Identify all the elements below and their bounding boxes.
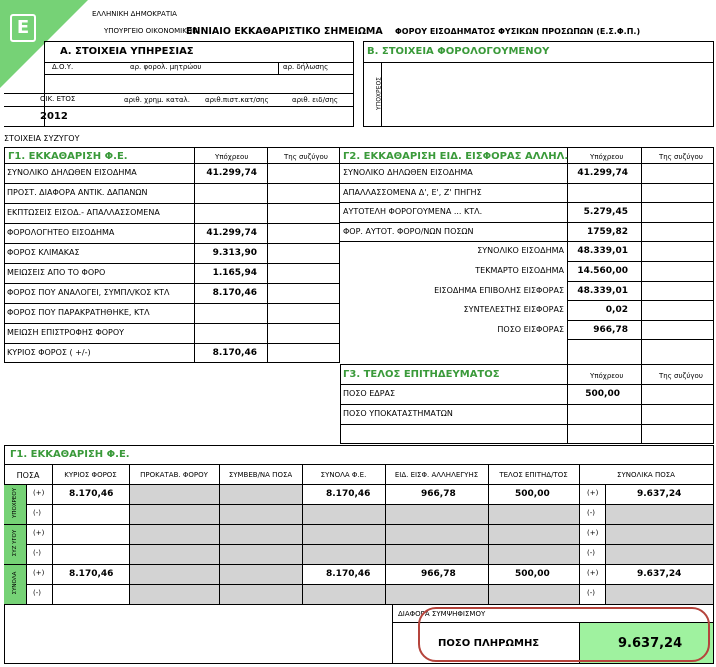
g3-row-divider xyxy=(340,384,714,385)
g2-row-divider xyxy=(340,241,714,242)
g3-row-value: 500,00 xyxy=(585,389,620,399)
g1-row-value: 8.170,46 xyxy=(212,288,257,298)
g1-col-obligor: Υπόχρεου xyxy=(215,153,249,161)
g1-row-label: ΜΕΙΩΣΕΙΣ ΑΠΟ ΤΟ ΦΟΡΟ xyxy=(7,268,106,277)
g1-row-divider xyxy=(4,343,340,344)
disabled-cell xyxy=(605,584,713,604)
g2-row-value: 41.299,74 xyxy=(577,168,628,178)
g2-row-divider xyxy=(340,222,714,223)
g1-row-value: 41.299,74 xyxy=(206,168,257,178)
summary-group-label: ΣΥΖ ΥΓΟΥ xyxy=(12,529,18,557)
g3-row-label: ΠΟΣΟ ΥΠΟΚΑΤΑΣΤΗΜΑΤΩΝ xyxy=(343,409,453,418)
form-title: ΕΝΝΙΑΙΟ ΕΚΚΑΘΑΡΙΣΤΙΚΟ ΣΗΜΕΙΩΜΑ xyxy=(186,26,383,37)
g1-row-value: 8.170,46 xyxy=(212,348,257,358)
sign-marker: (-) xyxy=(33,549,41,557)
payment-amount: 9.637,24 xyxy=(618,636,683,651)
g3-title: Γ3. ΤΕΛΟΣ ΕΠΙΤΗΔΕΥΜΑΤΟΣ xyxy=(343,369,500,380)
g2-col-obligor: Υπόχρεου xyxy=(590,153,624,161)
settlement-difference-label: ΔΙΑΦΟΡΑ ΣΥΜΨΗΦΙΣΜΟΥ xyxy=(398,610,486,618)
g1-row-label: ΦΟΡΟΣ ΚΛΙΜΑΚΑΣ xyxy=(7,248,80,257)
disabled-cell xyxy=(129,564,302,584)
g1-row-label: ΚΥΡΙΟΣ ΦΟΡΟΣ ( +/-) xyxy=(7,348,91,357)
section-a-title: Α. ΣΤΟΙΧΕΙΑ ΥΠΗΡΕΣΙΑΣ xyxy=(60,46,194,57)
g2-row-divider xyxy=(567,261,714,262)
g1-row-label: ΦΟΡΟΛΟΓΗΤΕΟ ΕΙΣΟΔΗΜΑ xyxy=(7,228,115,237)
summary-group-label: ΣΥΝΟΛΑ xyxy=(12,571,18,595)
disabled-cell xyxy=(129,584,579,604)
summary-row-divider xyxy=(4,524,713,525)
republic-label: ΕΛΛΗΝΙΚΗ ΔΗΜΟΚΡΑΤΙΑ xyxy=(92,10,177,18)
payment-list-label: αριθ. χρημ. καταλ. xyxy=(124,96,190,104)
g3-row-divider xyxy=(340,404,714,405)
g1-row-label: ΦΟΡΟΣ ΠΟΥ ΑΝΑΛΟΓΕΙ, ΣΥΜΠΛ/ΚΟΣ ΚΤΛ xyxy=(7,288,170,297)
g1-row-label: ΜΕΙΩΣΗ ΕΠΙΣΤΡΟΦΗΣ ΦΟΡΟΥ xyxy=(7,328,125,337)
summary-header: ΠΡΟΚΑΤΑΒ. ΦΟΡΟΥ xyxy=(140,471,208,479)
g1-row-divider xyxy=(4,183,340,184)
g2-row-value: 966,78 xyxy=(593,325,628,335)
summary-col-divider xyxy=(385,464,386,604)
summary-row-divider xyxy=(26,504,713,505)
g1-row-value: 1.165,94 xyxy=(212,268,257,278)
g1-row-label: ΣΥΝΟΛΙΚΟ ΔΗΛΩΘΕΝ ΕΙΣΟΔΗΜΑ xyxy=(7,168,137,177)
g2-row-label: ΑΥΤΟΤΕΛΗ ΦΟΡΟΓΟΥΜΕΝΑ ... ΚΤΛ. xyxy=(343,207,483,216)
business-fee-value: 500,00 xyxy=(515,489,550,499)
form-subtitle: ΦΟΡΟΥ ΕΙΣΟΔΗΜΑΤΟΣ ΦΥΣΙΚΩΝ ΠΡΟΣΩΠΩΝ (Ε.Σ.Φ.Π.) xyxy=(395,27,641,36)
g1-row-label: ΕΚΠΤΩΣΕΙΣ ΕΙΣΟΔ.- ΑΠΑΛΛΑΣΣΟΜΕΝΑ xyxy=(7,208,160,217)
disabled-cell xyxy=(605,544,713,564)
g1-row-divider xyxy=(4,283,340,284)
payment-label: ΠΟΣΟ ΠΛΗΡΩΜΗΣ xyxy=(438,638,540,649)
g2-row-divider xyxy=(567,339,714,340)
g2-row-value: 14.560,00 xyxy=(577,266,628,276)
disabled-cell xyxy=(129,544,579,564)
g2-col-spouse: Της συζύγου xyxy=(659,153,703,161)
g2-row-divider xyxy=(567,320,714,321)
g2-row-label: ΑΠΑΛΛΑΣΣΟΜΕΝΑ Δ', Ε', Ζ' ΠΗΓΗΣ xyxy=(343,188,482,197)
g2-row-divider xyxy=(340,183,714,184)
g1-row-label: ΠΡΟΣΤ. ΔΙΑΦΟΡΑ ΑΝΤΙΚ. ΔΑΠΑΝΩΝ xyxy=(7,188,148,197)
g2-row-label: ΕΙΣΟΔΗΜΑ ΕΠΙΒΟΛΗΣ ΕΙΣΦΟΡΑΣ xyxy=(434,286,564,295)
doy-label: Δ.Ο.Υ. xyxy=(52,63,74,71)
summary-header: ΣΥΝΟΛΙΚΑ ΠΟΣΑ xyxy=(617,471,675,479)
summary-col-divider xyxy=(129,464,130,604)
g1-row-divider xyxy=(4,323,340,324)
sign-marker: (-) xyxy=(33,589,41,597)
g3-row-label: ΠΟΣΟ ΕΔΡΑΣ xyxy=(343,389,396,398)
g2-row-value: 0,02 xyxy=(605,305,628,315)
sign-marker: (+) xyxy=(33,529,45,537)
g2-row-label: ΠΟΣΟ ΕΙΣΦΟΡΑΣ xyxy=(497,325,564,334)
g2-row-label: ΣΥΝΤΕΛΕΣΤΗΣ ΕΙΣΦΟΡΑΣ xyxy=(463,305,564,314)
g2-row-value: 5.279,45 xyxy=(583,207,628,217)
sign-marker: (-) xyxy=(33,509,41,517)
summary-header: ΣΥΝΟΛΑ Φ.Ε. xyxy=(320,471,367,479)
sign-marker: (+) xyxy=(587,489,599,497)
g1-row-label: ΦΟΡΟΣ ΠΟΥ ΠΑΡΑΚΡΑΤΗΘΗΚΕ, ΚΤΛ xyxy=(7,308,150,317)
section-b-title: Β. ΣΤΟΙΧΕΙΑ ΦΟΡΟΛΟΓΟΥΜΕΝΟΥ xyxy=(367,46,550,57)
g3-col-spouse: Της συζύγου xyxy=(659,372,703,380)
grand-total-value: 9.637,24 xyxy=(637,569,682,579)
g2-row-label: ΤΕΚΜΑΡΤΟ ΕΙΣΟΔΗΜΑ xyxy=(475,266,564,275)
g1-row-divider xyxy=(4,203,340,204)
summary-row-divider xyxy=(26,544,713,545)
total-tax-value: 8.170,46 xyxy=(326,569,371,579)
g2-row-divider xyxy=(340,202,714,203)
g2-row-divider xyxy=(340,163,714,164)
g3-col-obligor: Υπόχρεου xyxy=(590,372,624,380)
sign-marker: (+) xyxy=(33,489,45,497)
summary-header: ΣΥΜΒΕΒ/ΝΑ ΠΟΣΑ xyxy=(228,471,293,479)
g2-row-label: ΣΥΝΟΛΙΚΟ ΕΙΣΟΔΗΜΑ xyxy=(477,246,564,255)
g3-row-divider xyxy=(340,424,714,425)
sign-marker: (+) xyxy=(33,569,45,577)
summary-row-divider xyxy=(26,584,713,585)
sign-marker: (-) xyxy=(587,509,595,517)
disabled-cell xyxy=(605,504,713,524)
disabled-cell xyxy=(605,524,713,544)
g1-row-value: 9.313,90 xyxy=(212,248,257,258)
grand-total-value: 9.637,24 xyxy=(637,489,682,499)
solidarity-value: 966,78 xyxy=(421,569,456,579)
summary-col-divider xyxy=(579,464,580,604)
summary-col-divider xyxy=(52,464,53,604)
summary-row-divider xyxy=(4,564,713,565)
g1-row-divider xyxy=(4,303,340,304)
summary-row-divider xyxy=(4,484,713,485)
summary-col-divider xyxy=(219,464,220,604)
credit-note-label: αριθ.πιστ.κατ/σης xyxy=(205,96,269,104)
total-tax-value: 8.170,46 xyxy=(326,489,371,499)
fiscal-year-value: 2012 xyxy=(40,111,68,122)
tax-registry-label: αρ. φορολ. μητρώου xyxy=(130,63,202,71)
main-tax-value: 8.170,46 xyxy=(69,489,114,499)
payment-highlight-oval xyxy=(418,607,710,662)
summary-col-divider xyxy=(488,464,489,604)
g1-col-spouse: Της συζύγου xyxy=(284,153,328,161)
disabled-cell xyxy=(129,484,302,504)
disabled-cell xyxy=(129,504,579,524)
ministry-label: ΥΠΟΥΡΓΕΙΟ ΟΙΚΟΝΟΜΙΚΩΝ xyxy=(104,27,198,35)
declaration-no-label: αρ. δήλωσης xyxy=(283,63,329,71)
g2-row-label: ΣΥΝΟΛΙΚΟ ΔΗΛΩΘΕΝ ΕΙΣΟΔΗΜΑ xyxy=(343,168,473,177)
g1-row-divider xyxy=(4,263,340,264)
badge-letter: E xyxy=(10,14,36,42)
sign-marker: (-) xyxy=(587,589,595,597)
g2-row-value: 48.339,01 xyxy=(577,246,628,256)
spouse-details-label: ΣΤΟΙΧΕΙΑ ΣΥΖΥΓΟΥ xyxy=(4,134,80,143)
g2-row-label: ΦΟΡ. ΑΥΤΟΤ. ΦΟΡΟ/ΝΩΝ ΠΟΣΩΝ xyxy=(343,227,474,236)
g1-row-value: 41.299,74 xyxy=(206,228,257,238)
g2-row-divider xyxy=(567,281,714,282)
summary-header: ΤΕΛΟΣ ΕΠΙΤΗΔ/ΤΟΣ xyxy=(499,471,568,479)
summary-col-divider xyxy=(302,464,303,604)
g2-title: Γ2. ΕΚΚΑΘΑΡΙΣΗ ΕΙΔ. ΕΙΣΦΟΡΑΣ ΑΛΛΗΛ. xyxy=(343,151,569,162)
sign-marker: (+) xyxy=(587,529,599,537)
g1-title: Γ1. ΕΚΚΑΘΑΡΙΣΗ Φ.Ε. xyxy=(8,151,128,162)
g2-row-value: 48.339,01 xyxy=(577,286,628,296)
summary-group-label: ΥΠΟΧΡΕΟΥ xyxy=(12,487,18,519)
solidarity-value: 966,78 xyxy=(421,489,456,499)
sign-marker: (+) xyxy=(587,569,599,577)
fiscal-year-label: ΟΙΚ. ΕΤΟΣ xyxy=(40,95,76,103)
business-fee-value: 500,00 xyxy=(515,569,550,579)
obligor-vertical-label: ΥΠΟΧΡΕΟΣ xyxy=(375,77,383,110)
summary-header: ΠΟΣΑ xyxy=(16,471,40,480)
g1-row-divider xyxy=(4,243,340,244)
g1-row-divider xyxy=(4,223,340,224)
sign-marker: (-) xyxy=(587,549,595,557)
summary-header: ΕΙΔ. ΕΙΣΦ. ΑΛΛΗΛΕΓΥΗΣ xyxy=(394,471,479,479)
main-tax-value: 8.170,46 xyxy=(69,569,114,579)
summary-header: ΚΥΡΙΟΣ ΦΟΡΟΣ xyxy=(64,471,117,479)
g1-row-divider xyxy=(4,163,340,164)
disabled-cell xyxy=(129,524,579,544)
notice-no-label: αριθ. ειδ/σης xyxy=(292,96,338,104)
g2-row-divider xyxy=(567,300,714,301)
summary-title: Γ1. ΕΚΚΑΘΑΡΙΣΗ Φ.Ε. xyxy=(10,449,130,460)
g2-row-value: 1759,82 xyxy=(587,227,628,237)
